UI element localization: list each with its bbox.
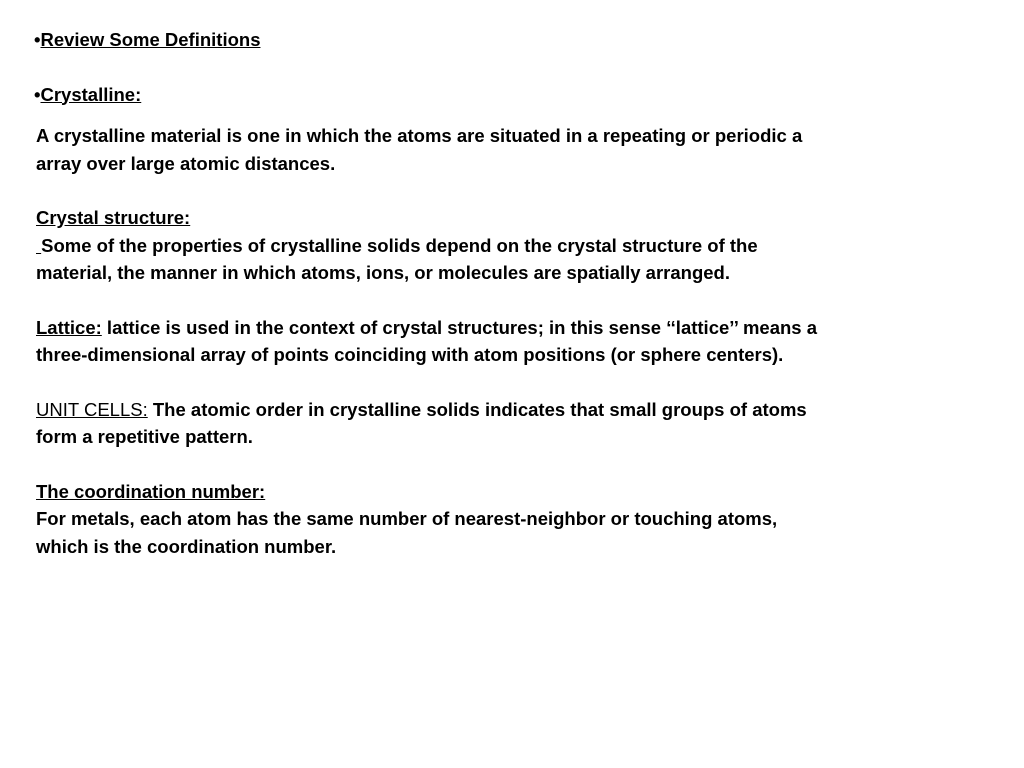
slide-content [36,26,916,560]
heading-crystal-structure: Crystal structure: [36,207,191,228]
definition-line: which is the coordination number. [36,535,337,557]
definition-line [36,314,916,342]
definition-line: For metals, each atom has the same number of nearest-neighbor or touching atoms, [36,508,778,529]
spacer [36,287,916,314]
bullet-glyph: • [34,29,41,50]
crystalline-definition [36,122,916,177]
bullet-glyph: • [34,83,41,105]
spacer [36,451,916,478]
definition-line [36,396,916,424]
bullet-item-review [34,26,916,54]
spacer [36,369,916,396]
definition-line: material, the manner in which atoms, ions, or molecules are spatially arranged. [36,262,730,283]
definition-line: three-dimensional array of points coinciding with atom positions (or sphere centers). [36,344,784,365]
term-lattice: Lattice: [36,316,102,338]
spacer [36,108,916,122]
definition-line: array over large atomic distances. [36,152,336,174]
definition-line: A crystalline material is one in which the atoms are situated in a repeating or periodic a [36,125,803,146]
bullet-item-crystalline [34,81,916,109]
definition-text: The atomic order in crystalline solids indicates that small groups of atoms [147,398,807,420]
lattice-section [36,314,916,369]
spacer [36,177,916,204]
crystal-structure-section [36,204,916,287]
heading-coordination-number: The coordination number: [36,480,266,502]
unit-cells-section [36,396,916,451]
definition-line [36,232,916,260]
heading-review-definitions: Review Some Definitions [40,29,261,50]
coordination-section [36,478,916,561]
definition-line: form a repetitive pattern. [36,426,253,447]
definition-text: lattice is used in the context of crystal structures; in this sense ‘‘lattice’’ means a [101,316,818,338]
definition-text: Some of the properties of crystalline solids depend on the crystal structure of the [41,234,758,256]
spacer [36,54,916,81]
term-unit-cells: UNIT CELLS: [36,398,148,420]
heading-crystalline: Crystalline: [40,83,142,105]
